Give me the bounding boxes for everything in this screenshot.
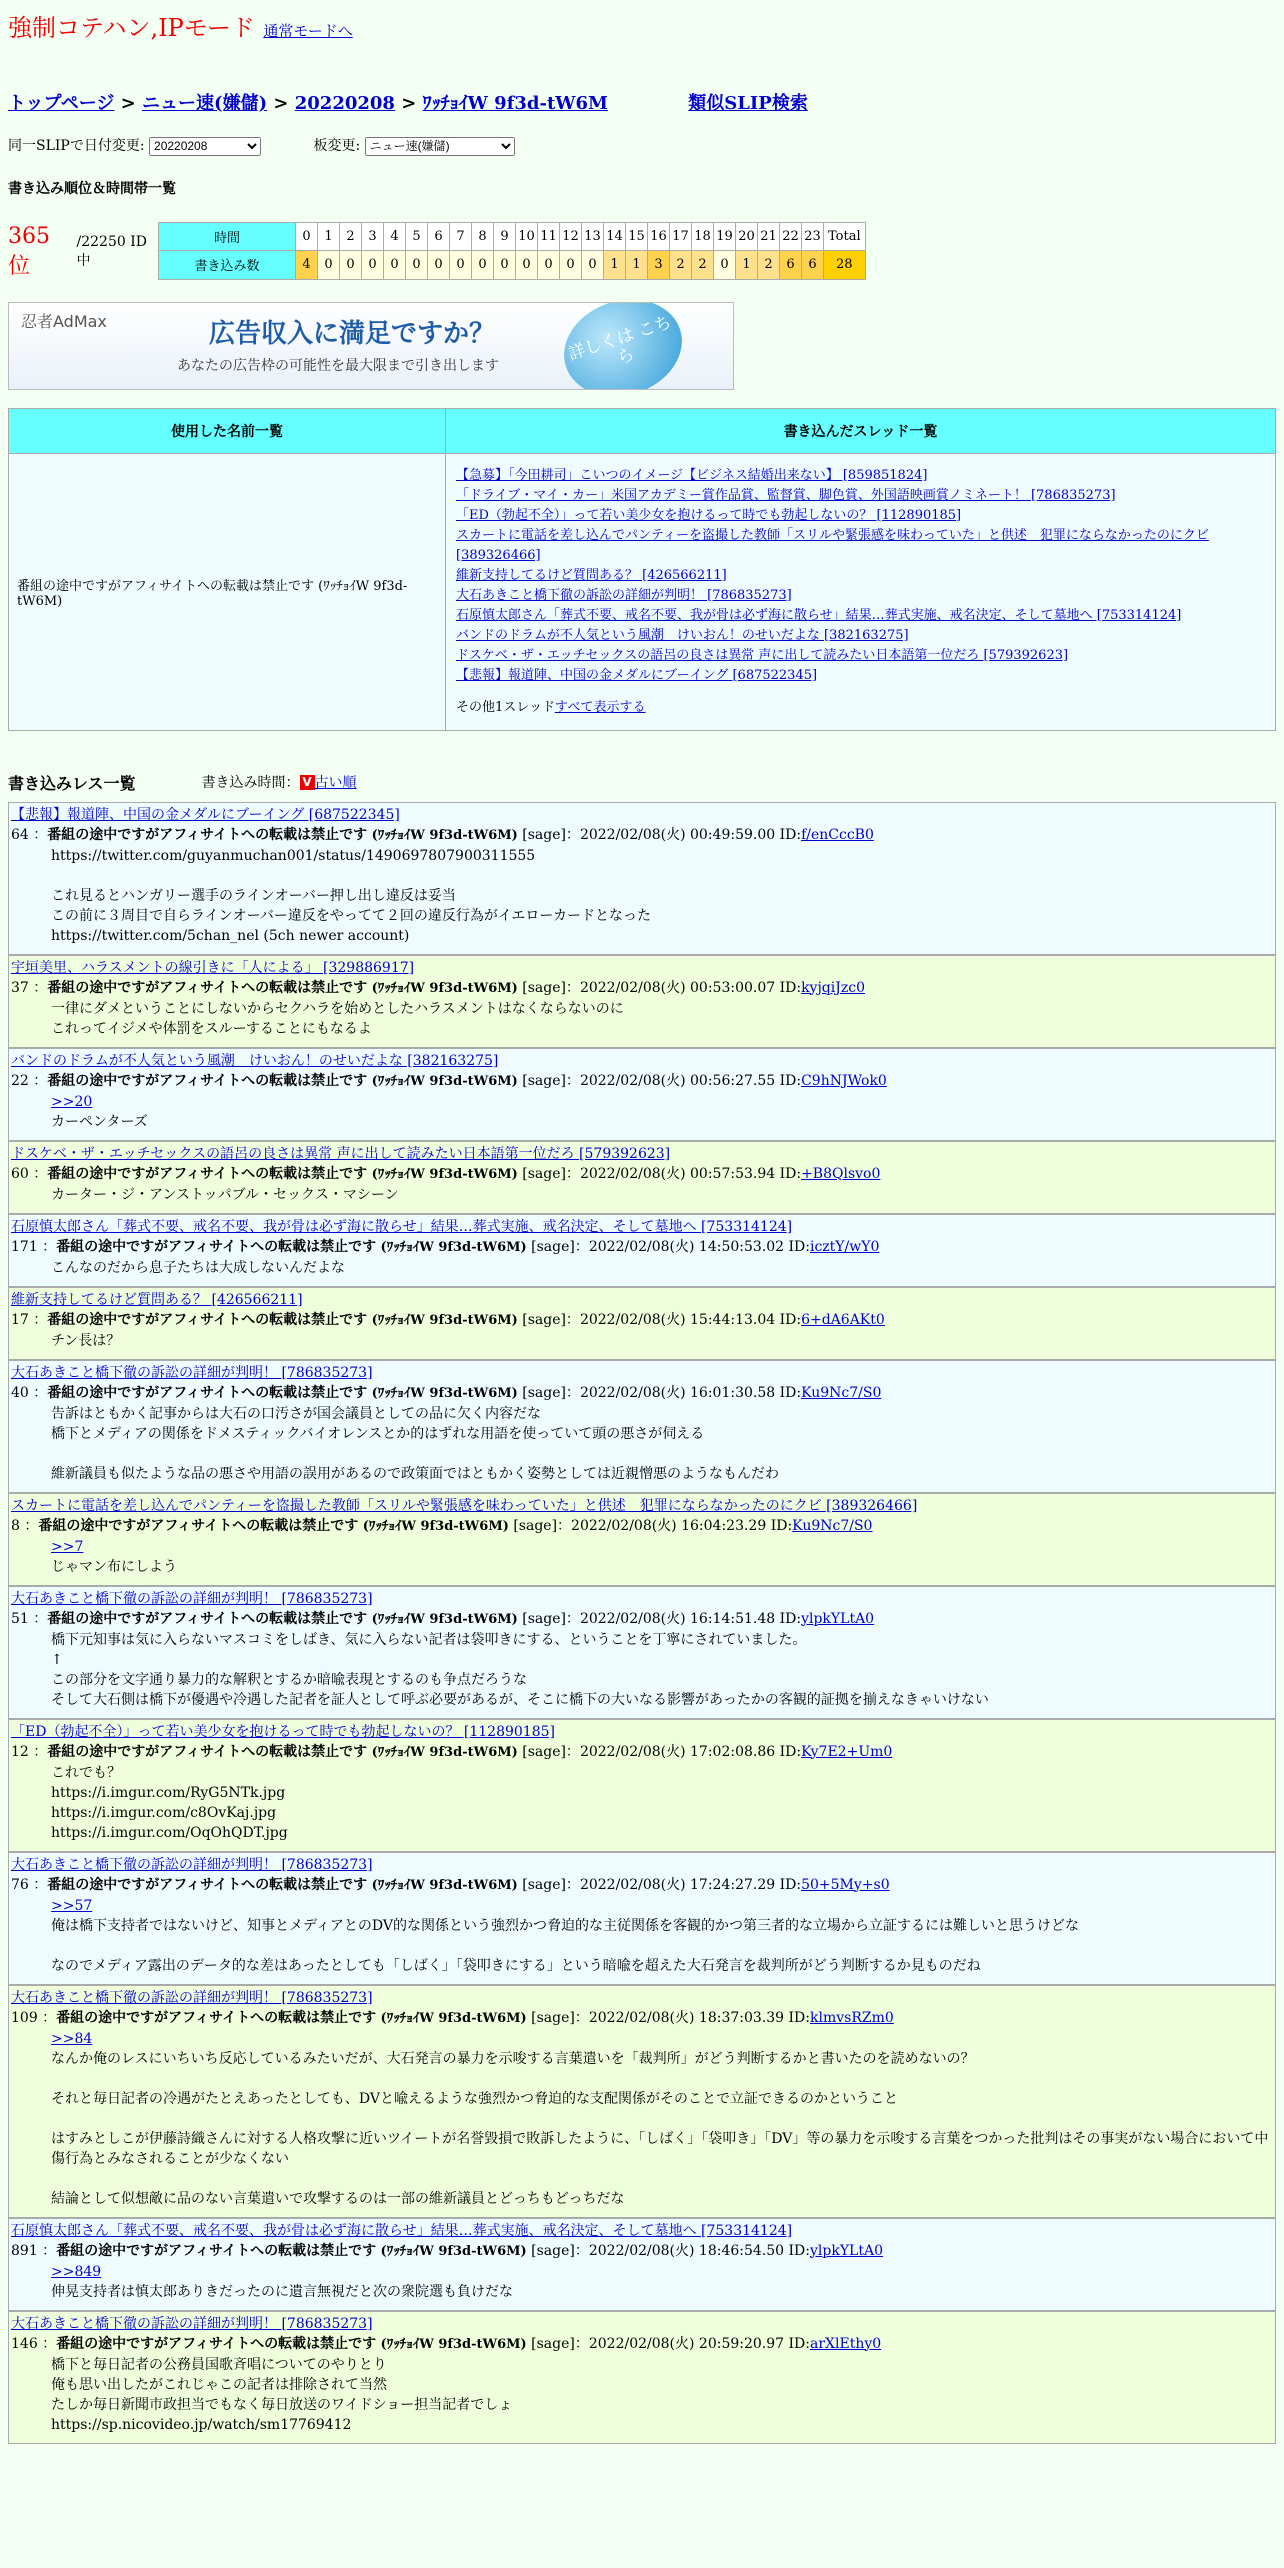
poster-name: 番組の途中ですがアフィサイトへの転載は禁止です	[47, 1610, 368, 1627]
post-text-line: 俺は橋下支持者ではないけど、知事とメディアとのDV的な関係という強烈かつ脅迫的な主従関係を客観的かつ第三者的な立場から立証するには難しいと思うけどな	[51, 1917, 1079, 1934]
poster-trip: (ﾜｯﾁｮｲW 9f3d-tW6M)	[380, 2243, 527, 2259]
post-text-line: https://sp.nicovideo.jp/watch/sm17769412	[51, 2416, 352, 2433]
post	[8, 955, 1276, 1048]
hour-cell: 5	[406, 222, 428, 251]
post-date: 2022/02/08(火) 17:24:27.29	[579, 1876, 776, 1893]
show-all-link[interactable]: すべて表示する	[554, 699, 646, 715]
post-body	[11, 1331, 1273, 1351]
post	[8, 2311, 1276, 2444]
sort-oldest-link[interactable]: 古い順	[314, 775, 357, 791]
hour-cell: 7	[450, 222, 472, 251]
ad-brand-logo: 忍者AdMax	[21, 311, 107, 331]
post-text-line: https://i.imgur.com/RyG5NTk.jpg	[51, 1784, 286, 1801]
post-text-line: 結論として似想敵に品のない言葉遣いで攻撃するのは一部の維新議員とどっちもどっちだな	[51, 2190, 625, 2207]
post-text-line: じゃマン布にしよう	[51, 1558, 177, 1575]
post	[8, 1214, 1276, 1287]
breadcrumb	[8, 89, 1276, 115]
post-thread-link[interactable]: 大石あきこと橋下徹の訴訟の詳細が判明！ [786835273]	[11, 1989, 373, 2006]
post-number: 60	[11, 1165, 29, 1182]
post-date: 2022/02/08(火) 17:02:08.86	[579, 1743, 776, 1760]
ad-banner[interactable]	[8, 302, 734, 390]
post-header: 891 ：番組の途中ですがアフィサイトへの転載は禁止です (ﾜｯﾁｮｲW 9f3d-tW6M) [sage]：2022/02/08(火) 18:46:54.50 ID:ylpkYLtA0	[11, 2242, 883, 2259]
count-cell: 0	[450, 251, 472, 280]
post-thread-link[interactable]: 宇垣美里、ハラスメントの線引きに「人による」 [329886917]	[11, 959, 415, 976]
hour-cell: 6	[428, 222, 450, 251]
post-blank-line	[51, 1444, 1273, 1464]
sage-label: [sage]：	[522, 1311, 580, 1328]
hour-cell: 17	[670, 222, 692, 251]
post	[8, 1586, 1276, 1719]
count-cell: 0	[384, 251, 406, 280]
poster-name: 番組の途中ですがアフィサイトへの転載は禁止です	[47, 979, 368, 996]
threads-column-header: 書き込んだスレッド一覧	[446, 408, 1276, 453]
post-body	[11, 2262, 1273, 2302]
post-thread-link[interactable]: 大石あきこと橋下徹の訴訟の詳細が判明！ [786835273]	[11, 1364, 373, 1381]
post-header: 12 ：番組の途中ですがアフィサイトへの転載は禁止です (ﾜｯﾁｮｲW 9f3d-tW6M) [sage]：2022/02/08(火) 17:02:08.86 ID:Ky7E2+Um0	[11, 1743, 893, 1760]
more-threads-count: その他1スレッド	[456, 699, 555, 715]
post-text-line: https://twitter.com/5chan_nel (5ch newer account)	[51, 927, 410, 944]
hour-cell: 21	[758, 222, 780, 251]
hour-cell: 4	[384, 222, 406, 251]
post-text-line: カーペンターズ	[51, 1113, 148, 1130]
count-cell: 0	[318, 251, 340, 280]
post-body	[11, 1763, 1273, 1843]
post-header: 146 ：番組の途中ですがアフィサイトへの転載は禁止です (ﾜｯﾁｮｲW 9f3d-tW6M) [sage]：2022/02/08(火) 20:59:20.97 ID:arXlEthy0	[11, 2335, 882, 2352]
poster-name: 番組の途中ですがアフィサイトへの転載は禁止です	[38, 1517, 359, 1534]
count-cell: 6	[802, 251, 824, 280]
post	[8, 1852, 1276, 1985]
poster-trip: (ﾜｯﾁｮｲW 9f3d-tW6M)	[371, 1611, 518, 1627]
count-cell: 1	[604, 251, 626, 280]
post-thread-link[interactable]: バンドのドラムが不人気という風潮 けいおん！のせいだよな [382163275]	[11, 1052, 499, 1069]
sage-label: [sage]：	[522, 1384, 580, 1401]
hour-cell: 10	[516, 222, 538, 251]
sage-label: [sage]：	[531, 2335, 589, 2352]
post-number: 8	[11, 1517, 20, 1534]
poster-name: 番組の途中ですがアフィサイトへの転載は禁止です	[47, 826, 368, 843]
hour-cell: 3	[362, 222, 384, 251]
post-blank-line	[51, 2109, 1273, 2129]
post-date: 2022/02/08(火) 00:49:59.00	[579, 826, 776, 843]
sort-label: 書き込み時間：	[201, 775, 300, 791]
time-row-label: 時間	[159, 222, 296, 251]
post-id-link[interactable]: Ky7E2+Um0	[801, 1743, 893, 1760]
thread-link[interactable]: 【悲報】報道陣、中国の金メダルにブーイング [687522345]	[456, 667, 818, 683]
post	[8, 1141, 1276, 1214]
rank-total-ids: /22250 ID中	[76, 233, 147, 269]
post-text-line: なのでメディア露出のデータ的な差はあったとしても「しばく」「袋叩きにする」という暗喩を超えた大石発言を裁判所がどう判断するか見ものだね	[51, 1957, 981, 1974]
ad-headline: 広告収入に満足ですか？	[209, 318, 496, 349]
poster-trip: (ﾜｯﾁｮｲW 9f3d-tW6M)	[380, 2010, 527, 2026]
total-count: 28	[824, 251, 866, 280]
post-thread-link[interactable]: 大石あきこと橋下徹の訴訟の詳細が判明！ [786835273]	[11, 1590, 373, 1607]
post-body	[11, 2029, 1273, 2209]
post-thread-link[interactable]: 維新支持してるけど質問ある？ [426566211]	[11, 1291, 303, 1308]
board-select[interactable]	[365, 137, 515, 156]
thread-link[interactable]: スカートに電話を差し込んでパンティーを盗撮した教師「スリルや緊張感を味わっていた」と供述 犯罪にならなかったのにクビ [389326466]	[456, 527, 1209, 563]
count-row-label: 書き込み数	[159, 251, 296, 280]
poster-trip: (ﾜｯﾁｮｲW 9f3d-tW6M)	[371, 1385, 518, 1401]
post-text-line: https://twitter.com/guyanmuchan001/status/1490697807900311555	[51, 847, 536, 864]
sage-label: [sage]：	[531, 2009, 589, 2026]
poster-name: 番組の途中ですがアフィサイトへの転載は禁止です	[47, 1072, 368, 1089]
post-blank-line	[51, 1936, 1273, 1956]
post	[8, 1287, 1276, 1360]
poster-name: 番組の途中ですがアフィサイトへの転載は禁止です	[47, 1311, 368, 1328]
count-cell: 0	[582, 251, 604, 280]
count-cell: 2	[670, 251, 692, 280]
hour-cell: 12	[560, 222, 582, 251]
post-number: 146	[11, 2335, 38, 2352]
post-thread-link[interactable]: ドスケベ・ザ・エッチセックスの語呂の良さは異常 声に出して読みたい日本語第一位だろ [579392623]	[11, 1145, 671, 1162]
post-header: 22 ：番組の途中ですがアフィサイトへの転載は禁止です (ﾜｯﾁｮｲW 9f3d-tW6M) [sage]：2022/02/08(火) 00:56:27.55 ID:C9hNJWok0	[11, 1072, 887, 1089]
poster-name: 番組の途中ですがアフィサイトへの転載は禁止です	[56, 1238, 377, 1255]
count-cell: 0	[516, 251, 538, 280]
post-body	[11, 1258, 1273, 1278]
post-text-line: 告訴はともかく記事からは大石の口汚さが国会議員としての品に欠く内容だな	[51, 1405, 541, 1422]
post-thread-link[interactable]: 【悲報】報道陣、中国の金メダルにブーイング [687522345]	[11, 806, 400, 823]
thread-link[interactable]: バンドのドラムが不人気という風潮 けいおん！のせいだよな [382163275]	[456, 627, 909, 643]
count-cell: 6	[780, 251, 802, 280]
post-text-line: これでも？	[51, 1764, 121, 1781]
post-date: 2022/02/08(火) 00:53:00.07	[579, 979, 776, 996]
hour-cell: 8	[472, 222, 494, 251]
poster-name: 番組の途中ですがアフィサイトへの転載は禁止です	[47, 1384, 368, 1401]
sage-label: [sage]：	[531, 1238, 589, 1255]
board-change-label: 板変更:	[313, 138, 361, 154]
sage-label: [sage]：	[513, 1517, 572, 1534]
breadcrumb-sep: >	[401, 93, 417, 114]
post-text-line: たしか毎日新聞市政担当でもなく毎日放送のワイドショー担当記者でしょ	[51, 2396, 513, 2413]
res-list-heading: 書き込みレス一覧	[8, 773, 136, 793]
reply-anchor-link[interactable]: >>57	[51, 1897, 93, 1914]
poster-name: 番組の途中ですがアフィサイトへの転載は禁止です	[56, 2335, 377, 2352]
post-number: 109	[11, 2009, 38, 2026]
thread-link[interactable]: 【急募】「今田耕司」こいつのイメージ【ビジネス結婚出来ない】 [859851824]	[456, 467, 928, 483]
count-cell: 0	[362, 251, 384, 280]
post-text-line: この部分を文字通り暴力的な解釈とするか暗喩表現とするのも争点だろうな	[51, 1671, 527, 1688]
post-thread-link[interactable]: 「ED（勃起不全）」って若い美少女を抱けるって時でも勃起しないの？ [112890185]	[11, 1723, 555, 1740]
breadcrumb-sep: >	[273, 93, 289, 114]
hour-cell: 20	[736, 222, 758, 251]
post-id-link[interactable]: +B8Qlsvo0	[801, 1165, 881, 1182]
post-text-line: それと毎日記者の冷遇がたとえあったとしても、DVと喩えるような強烈かつ脅迫的な支配関係がそのことで立証できるのかということ	[51, 2090, 898, 2107]
post-id-link[interactable]: arXlEthy0	[809, 2335, 882, 2352]
post-id-link[interactable]: klmvsRZm0	[809, 2009, 894, 2026]
post-number: 17	[11, 1311, 29, 1328]
post	[8, 1719, 1276, 1852]
post	[8, 1493, 1276, 1586]
sage-label: [sage]：	[522, 979, 580, 996]
count-cell: 3	[648, 251, 670, 280]
mode-header	[8, 8, 1276, 43]
poster-name: 番組の途中ですがアフィサイトへの転載は禁止です	[47, 1876, 368, 1893]
post-body	[11, 999, 1273, 1039]
thread-link[interactable]: 石原慎太郎さん「葬式不要、戒名不要、我が骨は必ず海に散らせ」結果…葬式実施、戒名決定、そして墓地へ [753314124]	[456, 607, 1182, 623]
post-thread-link[interactable]: 大石あきこと橋下徹の訴訟の詳細が判明！ [786835273]	[11, 1856, 373, 1873]
hour-cell: 2	[340, 222, 362, 251]
post-date: 2022/02/08(火) 18:37:03.39	[588, 2009, 785, 2026]
reply-anchor-link[interactable]: >>849	[51, 2263, 102, 2280]
hour-cell: 18	[692, 222, 714, 251]
post-date: 2022/02/08(火) 18:46:54.50	[588, 2242, 785, 2259]
mode-title: 強制コテハン,IPモード	[8, 14, 255, 42]
post-text-line: はすみとしこが伊藤詩織さんに対する人格攻撃に近いツイートが名誉毀損で敗訴したように、「しばく」「袋叩き」「DV」等の暴力を示唆する言葉をつかった批判はその事実がない場合において中傷行為とみなされることが少なくない	[51, 2130, 1269, 2167]
breadcrumb-date[interactable]: 20220208	[294, 93, 395, 114]
hour-cell: 0	[296, 222, 318, 251]
post	[8, 1985, 1276, 2218]
post-header: 37 ：番組の途中ですがアフィサイトへの転載は禁止です (ﾜｯﾁｮｲW 9f3d-tW6M) [sage]：2022/02/08(火) 00:53:00.07 ID:kyjqiJzc0	[11, 979, 865, 996]
post-id-link[interactable]: 50+5My+s0	[801, 1876, 890, 1893]
count-cell: 0	[428, 251, 450, 280]
sage-label: [sage]：	[522, 1072, 580, 1089]
count-cell: 0	[560, 251, 582, 280]
post-date: 2022/02/08(火) 20:59:20.97	[588, 2335, 785, 2352]
post-header: 8 ：番組の途中ですがアフィサイトへの転載は禁止です (ﾜｯﾁｮｲW 9f3d-tW6M) [sage]：2022/02/08(火) 16:04:23.29 ID:Ku9Nc7/S0	[11, 1517, 873, 1534]
rank-box	[8, 222, 158, 280]
reply-anchor-link[interactable]: >>7	[51, 1538, 84, 1555]
post-body	[11, 1896, 1273, 1976]
post-text-line: https://i.imgur.com/c8OvKaj.jpg	[51, 1804, 277, 1821]
post-id-link[interactable]: f/enCccB0	[801, 826, 874, 843]
reply-anchor-link[interactable]: >>84	[51, 2030, 93, 2047]
post-text-line: 俺も思い出したがこれじゃこの記者は排除されて当然	[51, 2376, 387, 2393]
post-text-line: これってイジメや体罰をスルーすることにもなるよ	[51, 1020, 372, 1037]
total-header: Total	[824, 222, 866, 251]
post-blank-line	[51, 2069, 1273, 2089]
count-cell: 0	[406, 251, 428, 280]
count-cell: 2	[758, 251, 780, 280]
ad-subtext: あなたの広告枠の可能性を最大限まで引き出します	[177, 357, 499, 374]
count-cell: 0	[472, 251, 494, 280]
breadcrumb-sep: >	[120, 93, 136, 114]
post-header: 60 ：番組の途中ですがアフィサイトへの転載は禁止です (ﾜｯﾁｮｲW 9f3d-tW6M) [sage]：2022/02/08(火) 00:57:53.94 ID:+B8Qlsvo0	[11, 1165, 881, 1182]
more-threads	[456, 698, 1265, 718]
hour-cell: 1	[318, 222, 340, 251]
thread-link[interactable]: 維新支持してるけど質問ある？ [426566211]	[456, 567, 727, 583]
post	[8, 1048, 1276, 1141]
post-date: 2022/02/08(火) 14:50:53.02	[588, 1238, 785, 1255]
post-id-link[interactable]: ylpkYLtA0	[809, 2242, 883, 2259]
breadcrumb-top[interactable]: トップページ	[8, 93, 115, 114]
post-header: 171 ：番組の途中ですがアフィサイトへの転載は禁止です (ﾜｯﾁｮｲW 9f3d-tW6M) [sage]：2022/02/08(火) 14:50:53.02 ID:icztY/wY0	[11, 1238, 880, 1255]
thread-link[interactable]: ドスケベ・ザ・エッチセックスの語呂の良さは異常 声に出して読みたい日本語第一位だろ [579392623]	[456, 647, 1069, 663]
count-cell: 4	[296, 251, 318, 280]
thread-link[interactable]: 「ED（勃起不全）」って若い美少女を抱けるって時でも勃起しないの？ [112890185]	[456, 507, 962, 523]
post-number: 76	[11, 1876, 29, 1893]
poster-trip: (ﾜｯﾁｮｲW 9f3d-tW6M)	[380, 2336, 527, 2352]
post-text-line: カーター・ジ・アンストッパブル・セックス・マシーン	[51, 1186, 399, 1203]
thread-list	[446, 453, 1276, 730]
poster-trip: (ﾜｯﾁｮｲW 9f3d-tW6M)	[371, 1073, 518, 1089]
hour-cell: 14	[604, 222, 626, 251]
post-body	[11, 846, 1273, 946]
hour-cell: 15	[626, 222, 648, 251]
post-text-line: そして大石側は橋下が優遇や冷遇した記者を証人として呼ぶ必要があるが、そこに橋下の大いなる影響があったかの客観的証拠を揃えなきゃいけない	[51, 1691, 989, 1708]
post-text-line: ↑	[51, 1651, 63, 1668]
hour-cell: 16	[648, 222, 670, 251]
post-id-link[interactable]: C9hNJWok0	[801, 1072, 887, 1089]
post-number: 171	[11, 1238, 38, 1255]
post-text-line: これ見るとハンガリー選手のラインオーバー押し出し違反は妥当	[51, 887, 456, 904]
count-cell: 0	[340, 251, 362, 280]
post-id-link[interactable]: 6+dA6AKt0	[801, 1311, 885, 1328]
post-thread-link[interactable]: 石原慎太郎さん「葬式不要、戒名不要、我が骨は必ず海に散らせ」結果…葬式実施、戒名決定、そして墓地へ [753314124]	[11, 2222, 793, 2239]
hour-cell: 11	[538, 222, 560, 251]
post-list	[8, 802, 1276, 2444]
post-thread-link[interactable]: 大石あきこと橋下徹の訴訟の詳細が判明！ [786835273]	[11, 2315, 373, 2332]
select-bar	[8, 135, 1276, 156]
post-number: 51	[11, 1610, 29, 1627]
post-text-line: 橋下元知事は気に入らないマスコミをしばき、気に入らない記者は袋叩きにする、ということを丁寧にされていました。	[51, 1631, 807, 1648]
post-header: 17 ：番組の途中ですがアフィサイトへの転載は禁止です (ﾜｯﾁｮｲW 9f3d-tW6M) [sage]：2022/02/08(火) 15:44:13.04 ID:6+dA6AKt0	[11, 1311, 885, 1328]
count-cell: 1	[736, 251, 758, 280]
post-number: 891	[11, 2242, 38, 2259]
poster-trip: (ﾜｯﾁｮｲW 9f3d-tW6M)	[371, 1744, 518, 1760]
sage-label: [sage]：	[531, 2242, 589, 2259]
post-date: 2022/02/08(火) 15:44:13.04	[579, 1311, 776, 1328]
post-id-link[interactable]: kyjqiJzc0	[801, 979, 865, 996]
post-id-link[interactable]: icztY/wY0	[809, 1238, 880, 1255]
poster-trip: (ﾜｯﾁｮｲW 9f3d-tW6M)	[371, 1312, 518, 1328]
post-header: 109 ：番組の途中ですがアフィサイトへの転載は禁止です (ﾜｯﾁｮｲW 9f3d-tW6M) [sage]：2022/02/08(火) 18:37:03.39 ID:klmvsRZm0	[11, 2009, 894, 2026]
hour-cell: 9	[494, 222, 516, 251]
hour-cell: 23	[802, 222, 824, 251]
used-name: 番組の途中ですがアフィサイトへの転載は禁止です (ﾜｯﾁｮｲW 9f3d-tW6M)	[9, 453, 446, 730]
post-id-link[interactable]: Ku9Nc7/S0	[792, 1517, 873, 1534]
post-header: 64 ：番組の途中ですがアフィサイトへの転載は禁止です (ﾜｯﾁｮｲW 9f3d-tW6M) [sage]：2022/02/08(火) 00:49:59.00 ID:f/enCccB0	[11, 826, 874, 843]
post-body	[11, 1185, 1273, 1205]
post-text-line: チン長は？	[51, 1332, 121, 1349]
post-date: 2022/02/08(火) 16:01:30.58	[579, 1384, 776, 1401]
post-header: 51 ：番組の途中ですがアフィサイトへの転載は禁止です (ﾜｯﾁｮｲW 9f3d-tW6M) [sage]：2022/02/08(火) 16:14:51.48 ID:ylpkYLtA0	[11, 1610, 875, 1627]
post-number: 40	[11, 1384, 29, 1401]
post-text-line: 橋下とメディアの関係をドメスティックバイオレンスとか的はずれな用語を使っていて頭の悪さが伺える	[51, 1425, 705, 1442]
post-text-line: こんなのだから息子たちは大成しないんだよな	[51, 1259, 345, 1276]
poster-trip: (ﾜｯﾁｮｲW 9f3d-tW6M)	[380, 1239, 527, 1255]
post-date: 2022/02/08(火) 00:57:53.94	[579, 1165, 776, 1182]
post-text-line: 伸晃支持者は慎太郎ありきだったのに遺言無視だと次の衆院選も負けだな	[51, 2283, 513, 2300]
date-select[interactable]	[149, 137, 261, 156]
post-body	[11, 1537, 1273, 1577]
sort-order-icon: V	[300, 775, 315, 790]
date-change-label: 同一SLIPで日付変更:	[8, 138, 145, 154]
similar-slip-search-link[interactable]: 類似SLIP検索	[688, 93, 808, 114]
hourly-table	[158, 222, 866, 280]
names-column-header: 使用した名前一覧	[9, 408, 446, 453]
count-cell: 0	[538, 251, 560, 280]
post-date: 2022/02/08(火) 16:14:51.48	[579, 1610, 776, 1627]
post-text-line: 一律にダメということにしないからセクハラを始めとしたハラスメントはなくならないのに	[51, 1000, 624, 1017]
post-date: 2022/02/08(火) 00:56:27.55	[579, 1072, 776, 1089]
ad-cta-button[interactable]: 詳しくは こちら	[551, 302, 694, 390]
post-text-line: なんか俺のレスにいちいち反応しているみたいだが、大石発言の暴力を示唆する言葉遣いを「裁判所」がどう判断するかと書いたのを読めないの？	[51, 2050, 975, 2067]
sage-label: [sage]：	[522, 1743, 580, 1760]
poster-trip: (ﾜｯﾁｮｲW 9f3d-tW6M)	[362, 1518, 509, 1534]
poster-trip: (ﾜｯﾁｮｲW 9f3d-tW6M)	[371, 980, 518, 996]
names-threads-table	[8, 408, 1276, 731]
post-text-line: 橋下と毎日記者の公務員国歌斉唱についてのやりとり	[51, 2356, 387, 2373]
post-id-link[interactable]: ylpkYLtA0	[801, 1610, 875, 1627]
thread-link[interactable]: 「ドライブ・マイ・カー」米国アカデミー賞作品賞、監督賞、脚色賞、外国語映画賞ノミネート！ [786835273]	[456, 487, 1116, 503]
post-body	[11, 1630, 1273, 1710]
poster-trip: (ﾜｯﾁｮｲW 9f3d-tW6M)	[371, 827, 518, 843]
post-body	[11, 2355, 1273, 2435]
post-number: 22	[11, 1072, 29, 1089]
post-text-line: https://i.imgur.com/OqOhQDT.jpg	[51, 1824, 288, 1841]
hour-cell: 19	[714, 222, 736, 251]
poster-trip: (ﾜｯﾁｮｲW 9f3d-tW6M)	[371, 1877, 518, 1893]
post-number: 37	[11, 979, 29, 996]
post	[8, 802, 1276, 955]
post	[8, 1360, 1276, 1493]
ranking-section	[8, 222, 1276, 280]
hour-cell: 13	[582, 222, 604, 251]
ranking-heading: 書き込み順位＆時間帯一覧	[8, 180, 176, 197]
post-body	[11, 1092, 1273, 1132]
post-body	[11, 1404, 1273, 1484]
post-number: 64	[11, 826, 29, 843]
count-cell: 0	[714, 251, 736, 280]
normal-mode-link[interactable]: 通常モードへ	[263, 22, 353, 40]
poster-name: 番組の途中ですがアフィサイトへの転載は禁止です	[56, 2242, 377, 2259]
poster-name: 番組の途中ですがアフィサイトへの転載は禁止です	[47, 1743, 368, 1760]
hour-cell: 22	[780, 222, 802, 251]
thread-link[interactable]: 大石あきこと橋下徹の訴訟の詳細が判明！ [786835273]	[456, 587, 792, 603]
post-blank-line	[51, 2169, 1273, 2189]
sage-label: [sage]：	[522, 1610, 580, 1627]
breadcrumb-slip[interactable]: ﾜｯﾁｮｲW 9f3d-tW6M	[422, 93, 608, 114]
post-header: 40 ：番組の途中ですがアフィサイトへの転載は禁止です (ﾜｯﾁｮｲW 9f3d-tW6M) [sage]：2022/02/08(火) 16:01:30.58 ID:Ku9Nc7/S0	[11, 1384, 882, 1401]
sage-label: [sage]：	[522, 1876, 580, 1893]
count-cell: 1	[626, 251, 648, 280]
sage-label: [sage]：	[522, 1165, 580, 1182]
post	[8, 2218, 1276, 2311]
poster-name: 番組の途中ですがアフィサイトへの転載は禁止です	[56, 2009, 377, 2026]
count-cell: 0	[494, 251, 516, 280]
poster-trip: (ﾜｯﾁｮｲW 9f3d-tW6M)	[371, 1166, 518, 1182]
breadcrumb-board[interactable]: ニュー速(嫌儲)	[142, 93, 268, 114]
post-date: 2022/02/08(火) 16:04:23.29	[571, 1517, 767, 1534]
post-blank-line	[51, 866, 1273, 886]
poster-name: 番組の途中ですがアフィサイトへの転載は禁止です	[47, 1165, 368, 1182]
post-header: 76 ：番組の途中ですがアフィサイトへの転載は禁止です (ﾜｯﾁｮｲW 9f3d-tW6M) [sage]：2022/02/08(火) 17:24:27.29 ID:50+5My+s0	[11, 1876, 890, 1893]
post-text-line: この前に３周目で自らラインオーバー違反をやってて２回の違反行為がイエローカードとなった	[51, 907, 652, 924]
post-thread-link[interactable]: スカートに電話を差し込んでパンティーを盗撮した教師「スリルや緊張感を味わっていた」と供述 犯罪にならなかったのにクビ [389326466]	[11, 1497, 918, 1514]
post-text-line: 維新議員も似たような品の悪さや用語の誤用があるので政策面ではともかく姿勢としては近親憎悪のようなもんだわ	[51, 1465, 779, 1482]
res-list-header	[8, 771, 1276, 794]
post-thread-link[interactable]: 石原慎太郎さん「葬式不要、戒名不要、我が骨は必ず海に散らせ」結果…葬式実施、戒名決定、そして墓地へ [753314124]	[11, 1218, 793, 1235]
rank-number: 365 位	[8, 223, 50, 279]
count-cell: 2	[692, 251, 714, 280]
reply-anchor-link[interactable]: >>20	[51, 1093, 93, 1110]
sage-label: [sage]：	[522, 826, 580, 843]
post-id-link[interactable]: Ku9Nc7/S0	[801, 1384, 882, 1401]
post-number: 12	[11, 1743, 29, 1760]
